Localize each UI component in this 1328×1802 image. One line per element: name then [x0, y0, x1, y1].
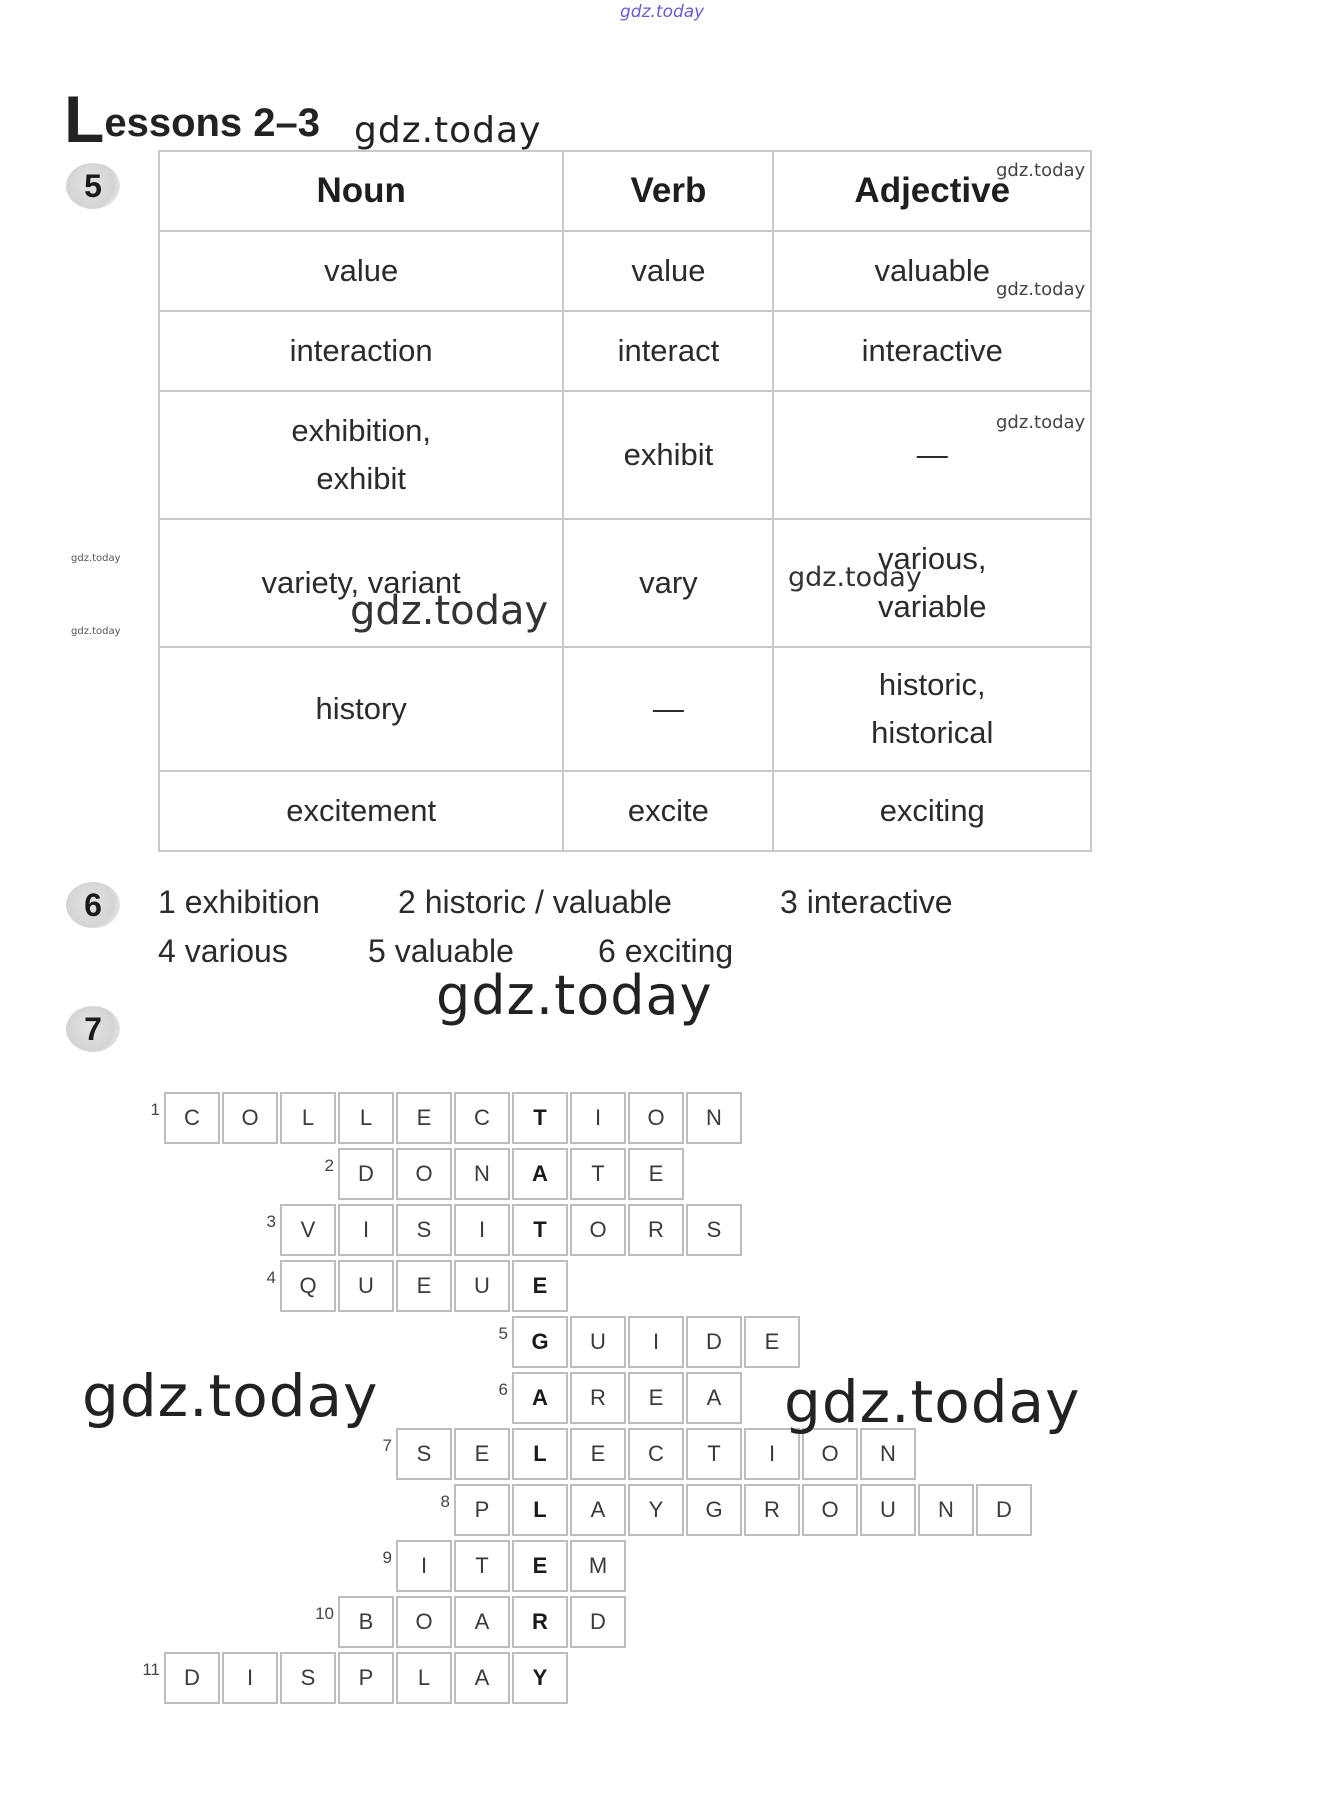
crossword-cell: S — [686, 1204, 742, 1256]
watermark: gdz.today — [436, 964, 713, 1027]
crossword-cell: E — [628, 1148, 684, 1200]
crossword-cell: C — [628, 1428, 684, 1480]
answer-item: 4 various — [158, 933, 288, 969]
crossword-cell: T — [686, 1428, 742, 1480]
table-cell: exciting — [773, 771, 1091, 851]
watermark: gdz.today — [788, 562, 922, 593]
table-header-row — [159, 151, 1091, 231]
crossword-cell: E — [454, 1428, 510, 1480]
crossword-cell: A — [454, 1652, 510, 1704]
crossword-cell: A — [512, 1148, 568, 1200]
clue-number: 11 — [142, 1660, 160, 1679]
clue-number: 3 — [266, 1212, 276, 1231]
crossword-cell: A — [512, 1372, 568, 1424]
crossword-cell: D — [570, 1596, 626, 1648]
table-cell: value — [159, 231, 563, 311]
table-row — [159, 231, 1091, 311]
header-verb: Verb — [563, 151, 773, 231]
crossword-cell: L — [512, 1484, 568, 1536]
table-cell: variety, variant — [159, 519, 563, 647]
clue-number: 1 — [150, 1100, 160, 1119]
crossword-cell: G — [512, 1316, 568, 1368]
clue-number: 2 — [324, 1156, 334, 1175]
crossword-cell: R — [512, 1596, 568, 1648]
table-cell: interact — [563, 311, 773, 391]
table-cell: interactive — [773, 311, 1091, 391]
crossword-cell: U — [454, 1260, 510, 1312]
crossword-cell: O — [802, 1484, 858, 1536]
table-cell: exhibit — [563, 391, 773, 519]
table-cell: interaction — [159, 311, 563, 391]
crossword-cell: R — [744, 1484, 800, 1536]
exercise-5-badge: 5 — [66, 163, 120, 209]
crossword-cell: L — [280, 1092, 336, 1144]
crossword-cell: E — [396, 1092, 452, 1144]
crossword-cell: Q — [280, 1260, 336, 1312]
crossword-cell: U — [860, 1484, 916, 1536]
crossword-cell: I — [454, 1204, 510, 1256]
answer-item: 5 valuable — [368, 933, 514, 969]
crossword-cell: A — [686, 1372, 742, 1424]
watermark: gdz.today — [784, 1368, 1081, 1436]
crossword-cell: O — [396, 1148, 452, 1200]
crossword-cell: O — [222, 1092, 278, 1144]
crossword-cell: E — [512, 1540, 568, 1592]
table-cell: value — [563, 231, 773, 311]
crossword-cell: S — [396, 1428, 452, 1480]
crossword-cell: O — [802, 1428, 858, 1480]
crossword-cell: I — [338, 1204, 394, 1256]
crossword-cell: O — [628, 1092, 684, 1144]
crossword-cell: V — [280, 1204, 336, 1256]
crossword-cell: N — [918, 1484, 974, 1536]
table-cell: history — [159, 647, 563, 771]
table-cell: vary — [563, 519, 773, 647]
table-row — [159, 647, 1091, 771]
crossword-cell: E — [512, 1260, 568, 1312]
crossword-cell: D — [338, 1148, 394, 1200]
crossword-cell: Y — [628, 1484, 684, 1536]
crossword-cell: T — [512, 1204, 568, 1256]
page-title: Lessons 2–3 — [64, 82, 321, 156]
exercise-6-badge: 6 — [66, 882, 120, 928]
word-forms-table — [158, 150, 1092, 852]
clue-number: 9 — [382, 1548, 392, 1567]
answer-item: 6 exciting — [598, 933, 734, 969]
crossword-cell: A — [454, 1596, 510, 1648]
crossword-cell: O — [570, 1204, 626, 1256]
table-cell: various, variable — [773, 519, 1091, 647]
table-cell: excite — [563, 771, 773, 851]
watermark: gdz.today — [350, 588, 549, 634]
clue-number: 10 — [315, 1604, 334, 1623]
crossword-cell: E — [628, 1372, 684, 1424]
answer-item: 3 interactive — [780, 884, 953, 920]
table-row — [159, 391, 1091, 519]
crossword-cell: M — [570, 1540, 626, 1592]
table-cell: historic, historical — [773, 647, 1091, 771]
crossword-cell: S — [280, 1652, 336, 1704]
crossword-cell: T — [570, 1148, 626, 1200]
crossword-cell: I — [396, 1540, 452, 1592]
watermark-top: gdz.today — [620, 2, 705, 22]
crossword-cell: L — [338, 1092, 394, 1144]
crossword-cell: N — [454, 1148, 510, 1200]
table-cell: excitement — [159, 771, 563, 851]
watermark: gdz.today — [996, 412, 1086, 433]
crossword-cell: U — [338, 1260, 394, 1312]
table-cell: — — [773, 391, 1091, 519]
crossword-cell: R — [628, 1204, 684, 1256]
header-noun: Noun — [159, 151, 563, 231]
crossword-cell: Y — [512, 1652, 568, 1704]
crossword-cell: I — [570, 1092, 626, 1144]
watermark: gdz.today — [71, 553, 121, 564]
watermark: gdz.today — [71, 626, 121, 637]
crossword-cell: T — [512, 1092, 568, 1144]
crossword-cell: R — [570, 1372, 626, 1424]
crossword-cell: D — [976, 1484, 1032, 1536]
exercise-7-badge: 7 — [66, 1006, 120, 1052]
crossword-cell: C — [164, 1092, 220, 1144]
crossword-cell: C — [454, 1092, 510, 1144]
watermark: gdz.today — [996, 160, 1086, 181]
crossword-cell: G — [686, 1484, 742, 1536]
clue-number: 6 — [498, 1380, 508, 1399]
table-cell: valuable — [773, 231, 1091, 311]
crossword-cell: O — [396, 1596, 452, 1648]
crossword-cell: I — [628, 1316, 684, 1368]
crossword-cell: D — [164, 1652, 220, 1704]
table-row — [159, 311, 1091, 391]
crossword-cell: E — [744, 1316, 800, 1368]
watermark: gdz.today — [996, 279, 1086, 300]
table-row — [159, 519, 1091, 647]
crossword-cell: L — [512, 1428, 568, 1480]
crossword-cell: N — [860, 1428, 916, 1480]
crossword-cell: I — [222, 1652, 278, 1704]
crossword-cell: T — [454, 1540, 510, 1592]
crossword-cell: A — [570, 1484, 626, 1536]
crossword-cell: E — [570, 1428, 626, 1480]
watermark: gdz.today — [354, 110, 542, 151]
watermark: gdz.today — [82, 1362, 379, 1430]
crossword-cell: P — [338, 1652, 394, 1704]
crossword-cell: P — [454, 1484, 510, 1536]
clue-number: 8 — [440, 1492, 450, 1511]
crossword-cell: B — [338, 1596, 394, 1648]
crossword-cell: N — [686, 1092, 742, 1144]
table-cell: exhibition, exhibit — [159, 391, 563, 519]
crossword-cell: I — [744, 1428, 800, 1480]
crossword-cell: D — [686, 1316, 742, 1368]
exercise-6-line-1 — [158, 884, 953, 921]
clue-number: 7 — [382, 1436, 392, 1455]
answer-item: 1 exhibition — [158, 884, 320, 920]
answer-item: 2 historic / valuable — [398, 884, 672, 920]
clue-number: 4 — [266, 1268, 276, 1287]
crossword-cell: L — [396, 1652, 452, 1704]
header-adjective: Adjective — [773, 151, 1091, 231]
crossword-cell: U — [570, 1316, 626, 1368]
table-cell: — — [563, 647, 773, 771]
clue-number: 5 — [498, 1324, 508, 1343]
crossword-cell: S — [396, 1204, 452, 1256]
table-row — [159, 771, 1091, 851]
crossword-cell: E — [396, 1260, 452, 1312]
